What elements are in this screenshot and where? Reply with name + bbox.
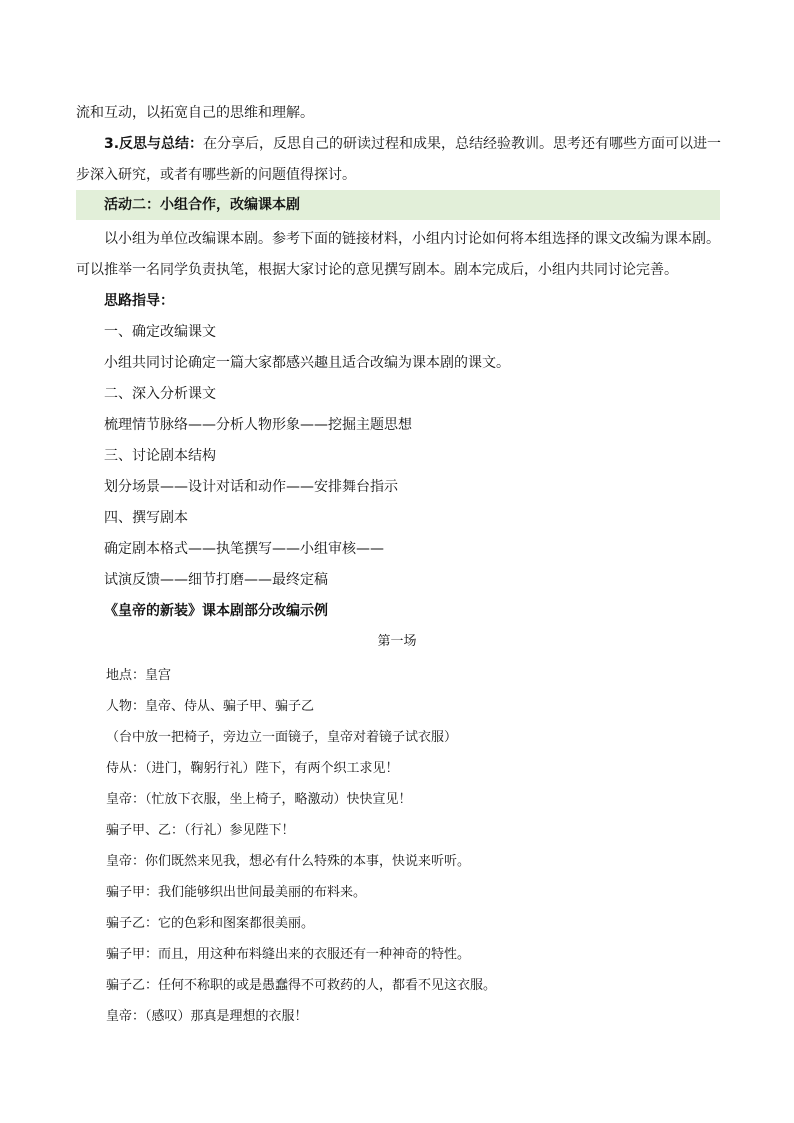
scene-title: 第一场	[377, 634, 417, 649]
reflection-paragraph	[76, 129, 724, 191]
step-heading-4: 四、撰写剧本	[104, 510, 188, 526]
script-line: 皇帝：你们既然来见我，想必有什么特殊的本事，快说来听听。	[106, 854, 471, 869]
reflection-text: 在分享后，反思自己的研读过程和成果，总结经验教训。思考还有哪些方面可以进一步深入研究，或者有哪些新的问题值得探讨。	[76, 136, 722, 183]
script-line: 骗子甲：我们能够织出世间最美丽的布料来。	[106, 885, 367, 900]
step-detail-2: 梳理情节脉络——分析人物形象——挖掘主题思想	[104, 417, 412, 433]
activity-two-banner	[76, 190, 720, 220]
reflection-label: 3.反思与总结：	[104, 136, 204, 152]
script-line: 皇帝：（感叹）那真是理想的衣服！	[106, 1009, 308, 1024]
step-detail-4b: 试演反馈——细节打磨——最终定稿	[104, 572, 328, 588]
script-line: 骗子甲：而且，用这种布料缝出来的衣服还有一种神奇的特性。	[106, 947, 471, 962]
guide-title: 思路指导：	[104, 293, 174, 309]
script-line: 皇帝：（忙放下衣服，坐上椅子，略激动）快快宣见！	[106, 792, 412, 807]
example-title: 《皇帝的新装》课本剧部分改编示例	[104, 603, 328, 619]
script-line: 骗子乙：任何不称职的或是愚蠢得不可救药的人，都看不见这衣服。	[106, 978, 497, 993]
activity-two-paragraph: 以小组为单位改编课本剧。参考下面的链接材料，小组内讨论如何将本组选择的课文改编为课本剧。可以推举一名同学负责执笔，根据大家讨论的意见撰写剧本。剧本完成后，小组内共同讨论完善。	[76, 231, 720, 278]
activity-two-title: 活动二：小组合作，改编课本剧	[104, 197, 300, 213]
intro-tail-line: 流和互动，以拓宽自己的思维和理解。	[76, 105, 314, 121]
script-line: 骗子甲、乙：（行礼）参见陛下！	[106, 823, 295, 838]
script-line: 地点：皇宫	[106, 668, 172, 683]
step-detail-1: 小组共同讨论确定一篇大家都感兴趣且适合改编为课本剧的课文。	[104, 355, 510, 371]
script-line: （台中放一把椅子，旁边立一面镜子，皇帝对着镜子试衣服）	[106, 730, 458, 745]
step-detail-4a: 确定剧本格式——执笔撰写——小组审核——	[104, 541, 384, 557]
step-detail-3: 划分场景——设计对话和动作——安排舞台指示	[104, 479, 398, 495]
script-line: 侍从：（进门，鞠躬行礼）陛下，有两个织工求见！	[106, 761, 399, 776]
step-heading-2: 二、深入分析课文	[104, 386, 216, 402]
step-heading-3: 三、讨论剧本结构	[104, 448, 216, 464]
script-line: 人物：皇帝、侍从、骗子甲、骗子乙	[106, 699, 315, 714]
script-line: 骗子乙：它的色彩和图案都很美丽。	[106, 916, 315, 931]
step-heading-1: 一、确定改编课文	[104, 324, 216, 340]
